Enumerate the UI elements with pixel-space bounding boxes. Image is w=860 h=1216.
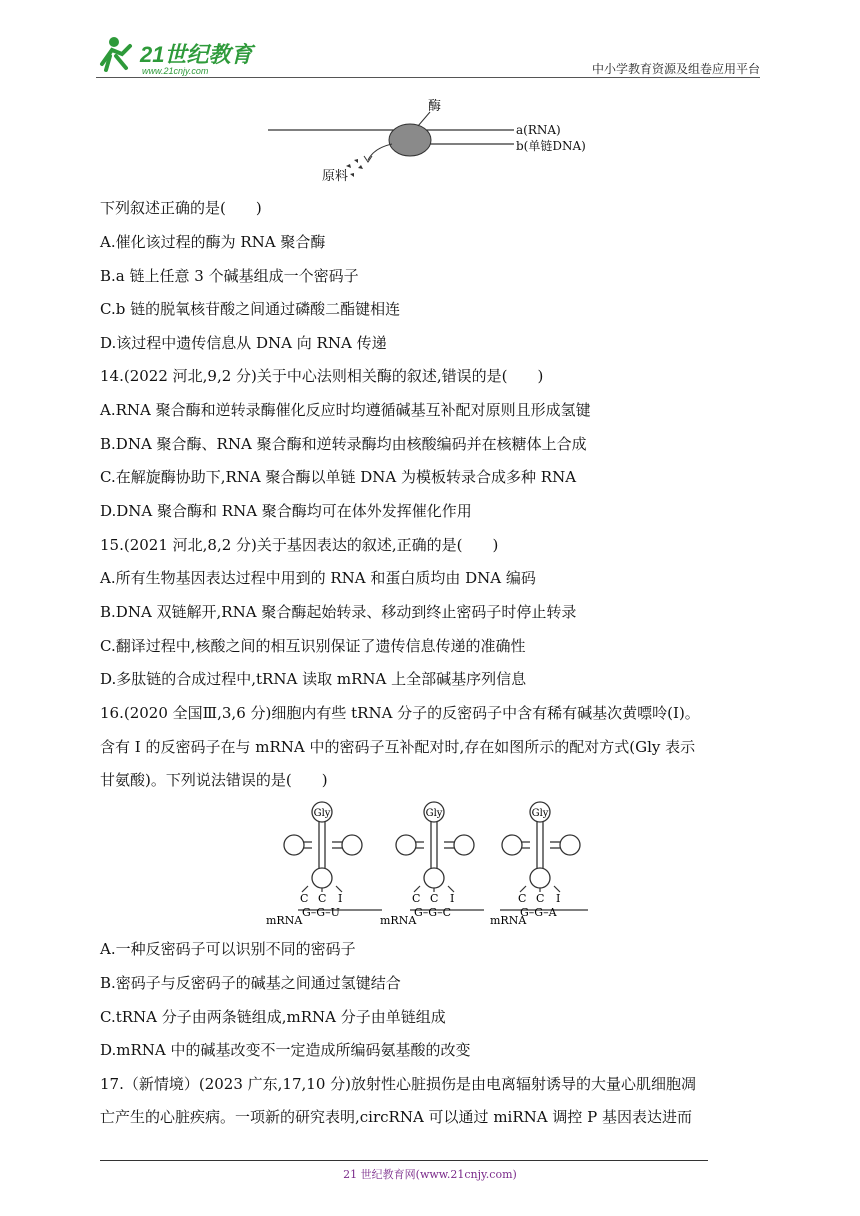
footer-text: 21 世纪教育网(www.21cnjy.com) [343,1168,517,1181]
mrna-label: mRNA [490,914,527,927]
site-logo [96,34,266,76]
option-a: A.一种反密码子可以识别不同的密码子 [100,940,356,958]
trna-diagram [380,802,484,927]
enzyme-label: 酶 [428,99,442,114]
logo-url: www.21cnjy.com [142,66,209,76]
mrna-label: mRNA [380,914,417,927]
question-stem: 下列叙述正确的是( ) [100,199,262,217]
option-b: B.DNA 双链解开,RNA 聚合酶起始转录、移动到终止密码子时停止转录 [100,603,577,621]
trna-pairing-figure [262,800,602,930]
option-a: A.所有生物基因表达过程中用到的 RNA 和蛋白质均由 DNA 编码 [100,569,536,587]
codon-sequence: G–G–U [302,906,340,919]
option-b: B.DNA 聚合酶、RNA 聚合酶和逆转录酶均由核酸编码并在核糖体上合成 [100,435,587,453]
codon-sequence: G–G–A [520,906,557,919]
transcription-figure [268,94,608,186]
option-b: B.a 链上任意 3 个碱基组成一个密码子 [100,267,359,285]
question-16-line3: 甘氨酸)。下列说法错误的是( ) [100,771,328,789]
option-b: B.密码子与反密码子的碱基之间通过氢键结合 [100,974,401,992]
codon-sequence: G–G–C [414,906,451,919]
option-d: D.多肽链的合成过程中,tRNA 读取 mRNA 上全部碱基序列信息 [100,670,527,688]
question-14: 14.(2022 河北,9,2 分)关于中心法则相关酶的叙述,错误的是( ) [100,367,544,385]
question-17: 17.（新情境）(2023 广东,17,10 分)放射性心脏损伤是由电离辐射诱导的大量心肌细胞凋 [100,1075,696,1093]
page-header [96,30,760,78]
anticodon-base: C [536,892,545,905]
option-d: D.mRNA 中的碱基改变不一定造成所编码氨基酸的改变 [100,1041,471,1059]
enzyme-shape [389,124,431,156]
trna-diagram [266,802,382,927]
question-17-line2: 亡产生的心脏疾病。一项新的研究表明,circRNA 可以通过 miRNA 调控 P 基因表达进而 [100,1108,692,1126]
mrna-label: mRNA [266,914,303,927]
trna-diagram [490,802,588,927]
material-label: 原料 [322,169,349,184]
anticodon-base: C [300,892,309,905]
logo-text: 21世纪教育 [140,42,253,67]
option-c: C.b 链的脱氧核苷酸之间通过磷酸二酯键相连 [100,300,401,318]
option-c: C.翻译过程中,核酸之间的相互识别保证了遗传信息传递的准确性 [100,637,526,655]
option-c: C.在解旋酶协助下,RNA 聚合酶以单链 DNA 为模板转录合成多种 RNA [100,468,577,486]
anticodon-base: C [412,892,421,905]
anticodon-base: I [556,892,561,905]
amino-acid-label: Gly [425,808,443,819]
amino-acid-label: Gly [531,808,549,819]
question-16: 16.(2020 全国Ⅲ,3,6 分)细胞内有些 tRNA 分子的反密码子中含有稀有碱基次黄嘌呤(I)。 [100,704,700,722]
option-a: A.催化该过程的酶为 RNA 聚合酶 [100,233,326,251]
header-divider [96,77,760,78]
anticodon-base: I [450,892,455,905]
anticodon-base: C [518,892,527,905]
option-a: A.RNA 聚合酶和逆转录酶催化反应时均遵循碱基互补配对原则且形成氢键 [100,401,591,419]
anticodon-base: C [318,892,327,905]
footer-divider [100,1160,708,1161]
raw-material-icon [346,159,363,177]
strand-a-label: a(RNA) [516,123,561,137]
amino-acid-label: Gly [313,808,331,819]
option-c: C.tRNA 分子由两条链组成,mRNA 分子由单链组成 [100,1008,446,1026]
anticodon-base: C [430,892,439,905]
strand-b-label: b(单链DNA) [516,139,586,153]
question-16-line2: 含有 I 的反密码子在与 mRNA 中的密码子互补配对时,存在如图所示的配对方式(Gly 表示 [100,738,696,756]
option-d: D.该过程中遗传信息从 DNA 向 RNA 传递 [100,334,387,352]
anticodon-base: I [338,892,343,905]
question-15: 15.(2021 河北,8,2 分)关于基因表达的叙述,正确的是( ) [100,536,499,554]
platform-name: 中小学教育资源及组卷应用平台 [591,62,760,76]
option-d: D.DNA 聚合酶和 RNA 聚合酶均可在体外发挥催化作用 [100,502,472,520]
